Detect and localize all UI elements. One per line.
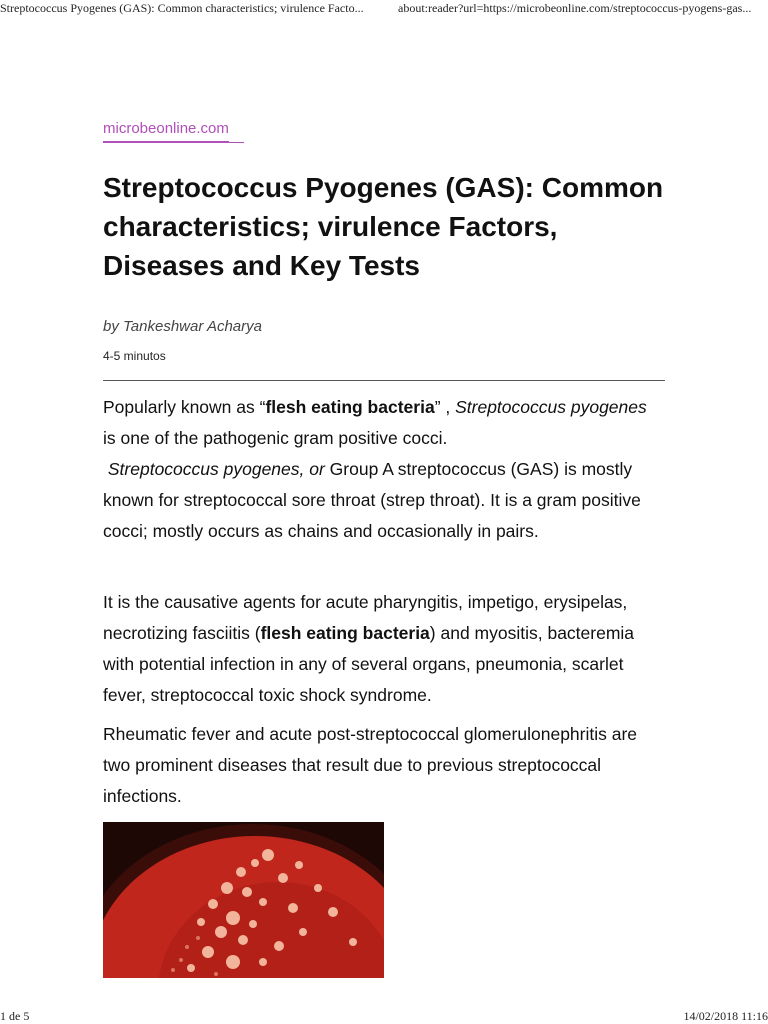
site-link-divider [103, 142, 244, 143]
site-link[interactable]: microbeonline.com [103, 120, 229, 142]
paragraph-sequelae: Rheumatic fever and acute post-streptococcal glomerulonephritis are two prominent diseases that result due to previous streptococcal infections. [103, 724, 638, 806]
print-header [0, 0, 768, 16]
page-number: 1 de 5 [0, 1009, 30, 1023]
article-byline: by Tankeshwar Acharya [103, 318, 262, 335]
read-time: 4-5 minutos [103, 349, 166, 363]
print-footer [0, 1006, 768, 1024]
culture-plate-image [103, 822, 384, 978]
paragraph-intro: Popularly known as “flesh eating bacteria” , Streptococcus pyogenes is one of the pathogenic gram positive cocci. Streptococcus pyogenes, or Group A streptococcus (GAS) is mostly known for streptococcal sore throat (strep throat). It is a gram positive cocci; mostly occurs as chains and occasionally in pairs. [103, 397, 647, 541]
print-header-url: about:reader?url=https://microbeonline.com/streptococcus-pyogens-gas... [398, 1, 752, 15]
print-datetime: 14/02/2018 11:16 [683, 1009, 768, 1023]
header-divider [103, 380, 665, 381]
paragraph-diseases: It is the causative agents for acute pharyngitis, impetigo, erysipelas, necrotizing fasciitis (flesh eating bacteria) and myositis, bacteremia with potential infection in any of several organs, pneumonia, scarlet fever, streptococcal toxic shock syndrome. [103, 592, 635, 705]
article-title: Streptococcus Pyogenes (GAS): Common characteristics; virulence Factors, Diseases and Key Tests [103, 172, 664, 281]
print-header-title: Streptococcus Pyogenes (GAS): Common characteristics; virulence Facto... [0, 1, 364, 15]
